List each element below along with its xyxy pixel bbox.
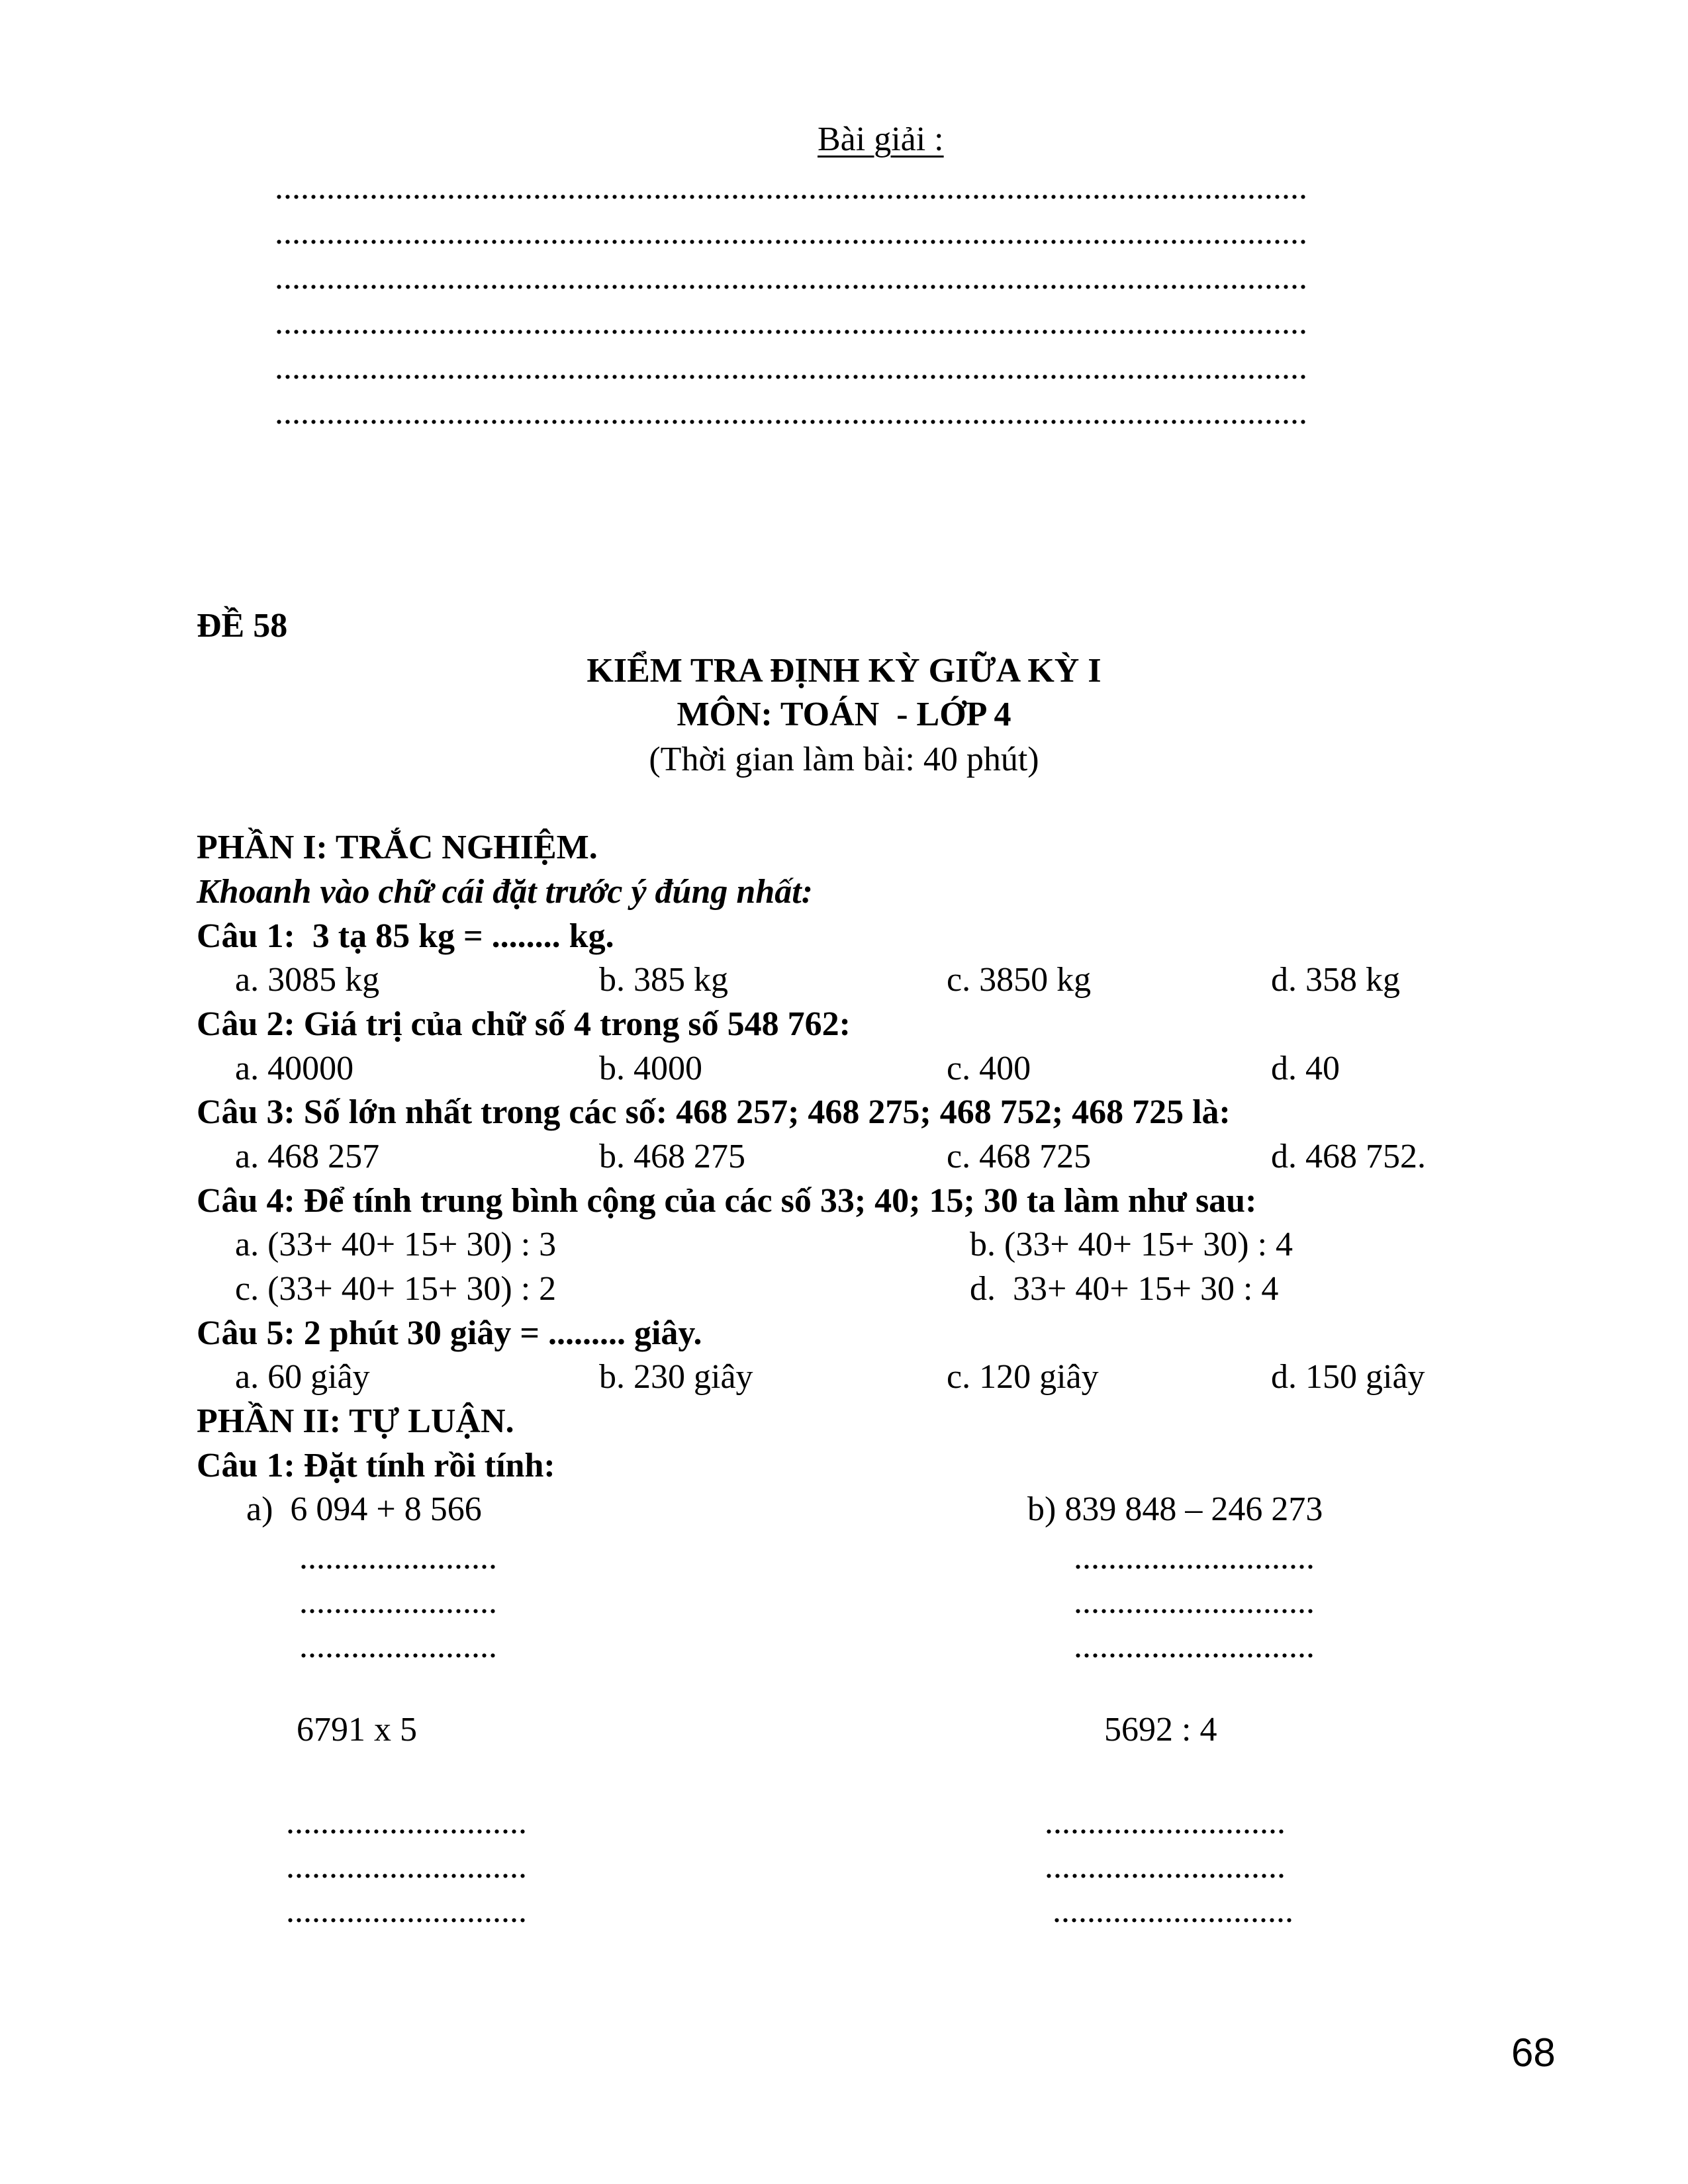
part2-heading: PHẦN II: TỰ LUẬN. xyxy=(197,1402,514,1440)
exam-duration: (Thời gian làm bài: 40 phút) xyxy=(649,741,1039,778)
calc-d-label: 5692 : 4 xyxy=(1104,1711,1217,1749)
option-5b: b. 230 giây xyxy=(599,1358,753,1396)
question-2: Câu 2: Giá trị của chữ số 4 trong số 548 762: xyxy=(197,1005,851,1043)
part1-heading: PHẦN I: TRẮC NGHIỆM. xyxy=(197,829,598,866)
option-2c: c. 400 xyxy=(947,1050,1031,1087)
solution-line: ........................................................................................................................ xyxy=(275,171,1307,205)
option-2a: a. 40000 xyxy=(235,1050,354,1087)
part1-instruction: Khoanh vào chữ cái đặt trước ý đúng nhất: xyxy=(197,873,813,911)
solution-line: ........................................................................................................................ xyxy=(275,216,1307,250)
solution-line: ........................................................................................................................ xyxy=(275,261,1307,295)
calc-a-line: ....................... xyxy=(299,1585,497,1619)
question-1: Câu 1: 3 tạ 85 kg = ........ kg. xyxy=(197,917,614,955)
option-3c: c. 468 725 xyxy=(947,1138,1092,1175)
option-5d: d. 150 giây xyxy=(1271,1358,1425,1396)
calc-a-label: a) 6 094 + 8 566 xyxy=(246,1490,482,1528)
exam-title: KIỂM TRA ĐỊNH KỲ GIỮA KỲ I xyxy=(586,652,1102,690)
solution-line: ........................................................................................................................ xyxy=(275,306,1307,340)
option-1a: a. 3085 kg xyxy=(235,961,380,999)
option-4a: a. (33+ 40+ 15+ 30) : 3 xyxy=(235,1226,557,1263)
calc-b-line: ............................ xyxy=(1074,1585,1315,1619)
option-1c: c. 3850 kg xyxy=(947,961,1092,999)
option-4b: b. (33+ 40+ 15+ 30) : 4 xyxy=(970,1226,1293,1263)
calc-d-line: ............................ xyxy=(1045,1850,1286,1884)
calc-a-line: ....................... xyxy=(299,1629,497,1664)
solution-heading: Bài giải : xyxy=(818,120,944,158)
option-2d: d. 40 xyxy=(1271,1050,1340,1087)
calc-c-line: ............................ xyxy=(286,1805,527,1840)
calc-d-line: ............................ xyxy=(1053,1894,1293,1929)
calc-c-label: 6791 x 5 xyxy=(297,1711,417,1749)
solution-line: ........................................................................................................................ xyxy=(275,396,1307,430)
question-4: Câu 4: Để tính trung bình cộng của các số 33; 40; 15; 30 ta làm như sau: xyxy=(197,1182,1257,1220)
option-4c: c. (33+ 40+ 15+ 30) : 2 xyxy=(235,1270,557,1308)
option-3b: b. 468 275 xyxy=(599,1138,745,1175)
page-number: 68 xyxy=(1511,2030,1556,2075)
calc-b-label: b) 839 848 – 246 273 xyxy=(1027,1490,1323,1528)
part2-question-1: Câu 1: Đặt tính rồi tính: xyxy=(197,1447,555,1484)
option-4d: d. 33+ 40+ 15+ 30 : 4 xyxy=(970,1270,1279,1308)
option-3a: a. 468 257 xyxy=(235,1138,380,1175)
exam-subject: MÔN: TOÁN - LỚP 4 xyxy=(677,696,1011,733)
calc-c-line: ............................ xyxy=(286,1850,527,1884)
question-5: Câu 5: 2 phút 30 giây = ......... giây. xyxy=(197,1314,702,1352)
question-3: Câu 3: Số lớn nhất trong các số: 468 257; 468 275; 468 752; 468 725 là: xyxy=(197,1093,1231,1131)
option-3d: d. 468 752. xyxy=(1271,1138,1426,1175)
solution-line: ........................................................................................................................ xyxy=(275,351,1307,385)
calc-d-line: ............................ xyxy=(1045,1805,1286,1840)
exam-code: ĐỀ 58 xyxy=(197,607,288,645)
calc-b-line: ............................ xyxy=(1074,1629,1315,1664)
option-1d: d. 358 kg xyxy=(1271,961,1400,999)
calc-a-line: ....................... xyxy=(299,1541,497,1575)
calc-b-line: ............................ xyxy=(1074,1541,1315,1575)
option-2b: b. 4000 xyxy=(599,1050,702,1087)
option-5c: c. 120 giây xyxy=(947,1358,1099,1396)
option-1b: b. 385 kg xyxy=(599,961,728,999)
calc-c-line: ............................ xyxy=(286,1894,527,1929)
option-5a: a. 60 giây xyxy=(235,1358,370,1396)
